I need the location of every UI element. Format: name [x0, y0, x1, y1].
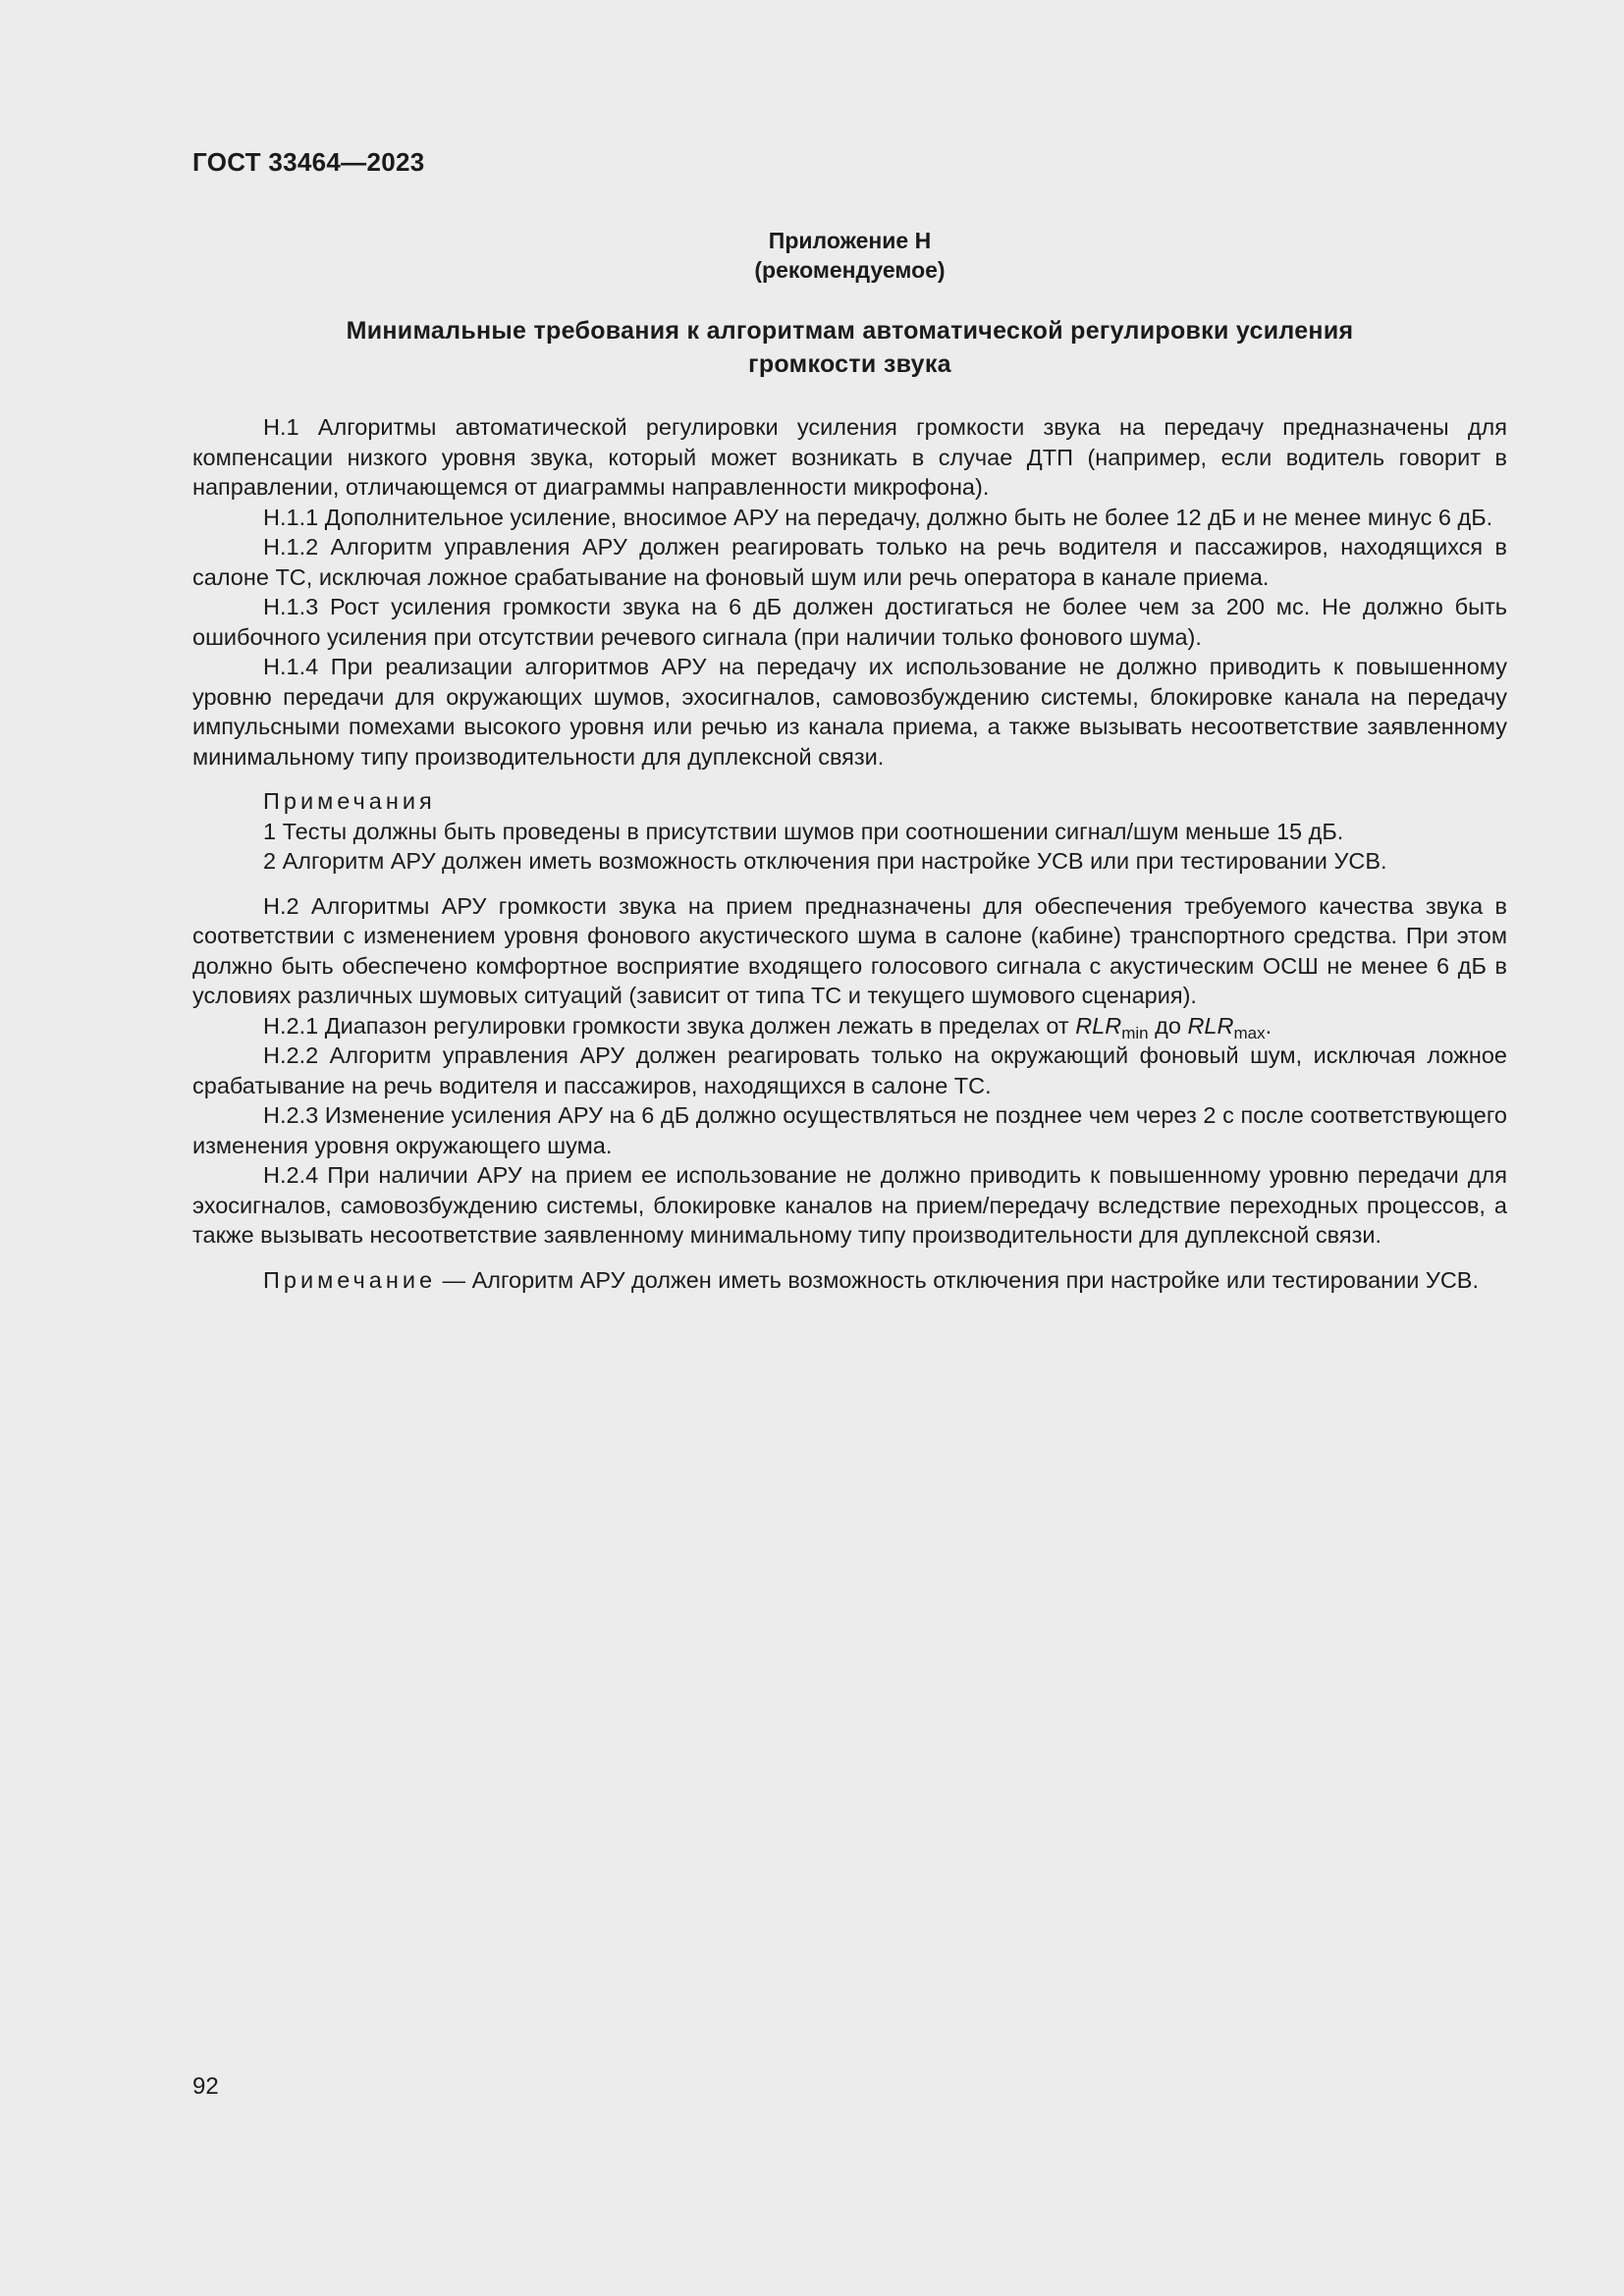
section-title	[192, 314, 1507, 381]
section-title-line-2: громкости звука	[748, 350, 951, 378]
page-number: 92	[192, 2073, 219, 2100]
document-code: ГОСТ 33464—2023	[192, 147, 425, 177]
appendix-title: Приложение Н	[768, 228, 932, 253]
final-note-label: Примечание	[263, 1266, 437, 1293]
document-body	[192, 412, 1507, 1295]
final-note	[192, 1265, 1507, 1296]
paragraph-h2-2: Н.2.2 Алгоритм управления АРУ должен реагировать только на окружающий фоновый шум, исключая ложное срабатывание на речь водителя и пассажиров, находящихся в салоне ТС.	[192, 1042, 1507, 1098]
final-note-text: — Алгоритм АРУ должен иметь возможность отключения при настройке или тестировании УСВ.	[436, 1266, 1480, 1293]
notes-heading-label: Примечания	[263, 788, 436, 814]
h2-1-middle: до	[1148, 1012, 1188, 1039]
paragraph-h2: Н.2 Алгоритмы АРУ громкости звука на прием предназначены для обеспечения требуемого качества звука в соответствии с изменением уровня фонового акустического шума в салоне (кабине) транспортного средства. При этом должно быть обеспечено комфортное восприятие входящего голосового сигнала с акустическим ОСШ не менее 6 дБ в условиях различных шумовых ситуаций (зависит от типа ТС и текущего шумового сценария).	[192, 892, 1507, 1008]
note-1: 1 Тесты должны быть проведены в присутствии шумов при соотношении сигнал/шум меньше 15 дБ.	[263, 818, 1344, 844]
rlr-max-sub: max	[1233, 1023, 1266, 1042]
paragraph-h2-4: Н.2.4 При наличии АРУ на прием ее использование не должно приводить к повышенному уровню передачи для эхосигналов, самовозбуждению системы, блокировке каналов на прием/передачу вследствие переходных процессов, а также вызывать несоответствие заявленному минимальному типу производительности для дуплексной связи.	[192, 1162, 1507, 1248]
paragraph-h1-2: Н.1.2 Алгоритм управления АРУ должен реагировать только на речь водителя и пассажиров, находящихся в салоне ТС, исключая ложное срабатывание на фоновый шум или речь оператора в канале приема.	[192, 534, 1507, 590]
h2-1-prefix: Н.2.1 Диапазон регулировки громкости звука должен лежать в пределах от	[263, 1012, 1076, 1039]
section-title-line-1: Минимальные требования к алгоритмам автоматической регулировки усиления	[346, 317, 1354, 345]
appendix-heading	[192, 226, 1507, 285]
note-2: 2 Алгоритм АРУ должен иметь возможность отключения при настройке УСВ или при тестировании УСВ.	[263, 848, 1387, 874]
paragraph-h2-1	[192, 1011, 1507, 1041]
paragraph-h1-1: Н.1.1 Дополнительное усиление, вносимое АРУ на передачу, должно быть не более 12 дБ и не менее минус 6 дБ.	[263, 504, 1493, 530]
paragraph-h1: Н.1 Алгоритмы автоматической регулировки усиления громкости звука на передачу предназначены для компенсации низкого уровня звука, который может возникать в случае ДТП (например, если водитель говорит в направлении, отличающемся от диаграммы направленности микрофона).	[192, 414, 1507, 500]
rlr-min-var: RLR	[1075, 1012, 1122, 1039]
rlr-max-var: RLR	[1187, 1012, 1234, 1039]
rlr-min-sub: min	[1121, 1023, 1149, 1042]
appendix-status: (рекомендуемое)	[754, 257, 946, 283]
notes-heading	[192, 786, 1507, 817]
paragraph-h1-4: Н.1.4 При реализации алгоритмов АРУ на передачу их использование не должно приводить к повышенному уровню передачи для окружающих шумов, эхосигналов, самовозбуждению системы, блокировке канала на передачу импульсными помехами высокого уровня или речью из канала приема, а также вызывать несоответствие заявленному минимальному типу производительности для дуплексной связи.	[192, 654, 1507, 770]
h2-1-suffix: .	[1265, 1012, 1272, 1039]
paragraph-h1-3: Н.1.3 Рост усиления громкости звука на 6 дБ должен достигаться не более чем за 200 мс. Не должно быть ошибочного усиления при отсутствии речевого сигнала (при наличии только фонового шума).	[192, 594, 1507, 650]
paragraph-h2-3: Н.2.3 Изменение усиления АРУ на 6 дБ должно осуществляться не позднее чем через 2 с после соответствующего изменения уровня окружающего шума.	[192, 1102, 1507, 1158]
